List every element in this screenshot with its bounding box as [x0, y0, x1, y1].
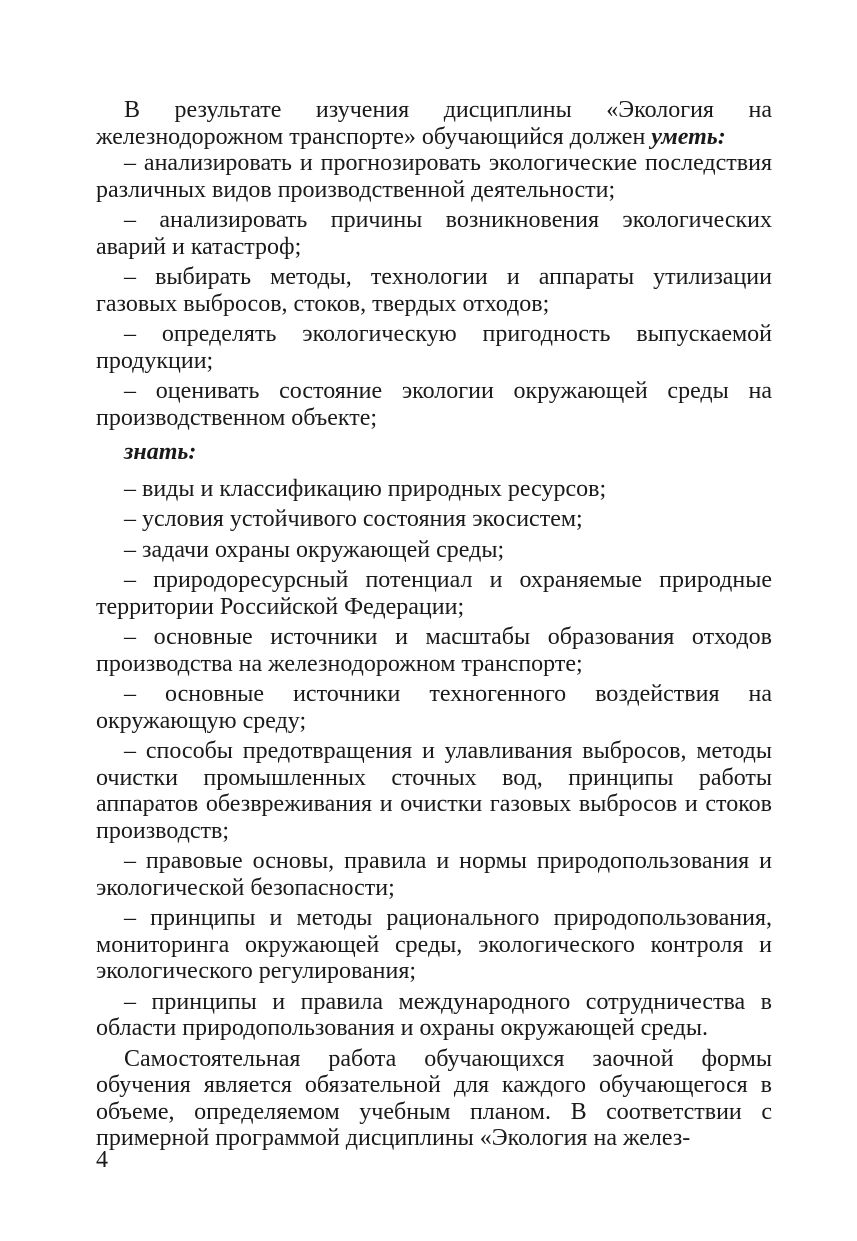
- skill-item: – выбирать методы, технологии и аппараты утилизации газовых выбросов, стоков, твердых отходов;: [96, 264, 772, 317]
- closing-paragraph: Самостоятельная работа обучающихся заочной формы обучения является обязательной для каждого обучающегося в объеме, определяемом учебным планом. В соответствии с примерной программой дисциплины «Экология на желез-: [96, 1045, 772, 1151]
- knowledge-item: – способы предотвращения и улавливания выбросов, методы очистки промышленных сточных вод, принципы работы аппаратов обезвреживания и очистки газовых выбросов и стоков производств;: [96, 738, 772, 844]
- knowledge-keyword: знать:: [124, 439, 197, 465]
- skill-item: – определять экологическую пригодность выпускаемой продукции;: [96, 321, 772, 374]
- knowledge-item: – условия устойчивого состояния экосистем;: [124, 506, 583, 532]
- knowledge-item: – основные источники техногенного воздействия на окружающую среду;: [96, 681, 772, 734]
- skill-item: – анализировать и прогнозировать экологические последствия различных видов производственной деятельности;: [96, 150, 772, 203]
- knowledge-item: – принципы и методы рационального природопользования, мониторинга окружающей среды, экологического контроля и экологического регулирования;: [96, 905, 772, 984]
- knowledge-item: – виды и классификацию природных ресурсов;: [124, 475, 607, 502]
- skill-item: – оценивать состояние экологии окружающей среды на производственном объекте;: [96, 378, 772, 431]
- page-body: [96, 97, 772, 1156]
- knowledge-item: – задачи охраны окружающей среды;: [124, 536, 505, 563]
- intro-text: В результате изучения дисциплины «Экология на железнодорожном транспорте» обучающийся должен: [96, 97, 772, 150]
- skills-keyword: уметь:: [651, 123, 726, 150]
- page-number: 4: [96, 1147, 108, 1173]
- knowledge-item: – основные источники и масштабы образования отходов производства на железнодорожном транспорте;: [96, 624, 772, 677]
- knowledge-item: – правовые основы, правила и нормы природопользования и экологической безопасности;: [96, 848, 772, 901]
- knowledge-heading: [96, 439, 772, 466]
- knowledge-item: – природоресурсный потенциал и охраняемые природные территории Российской Федерации;: [96, 567, 772, 620]
- knowledge-item: – принципы и правила международного сотрудничества в области природопользования и охраны окружающей среды.: [96, 988, 772, 1041]
- intro-paragraph: [96, 97, 772, 150]
- skill-item: – анализировать причины возникновения экологических аварий и катастроф;: [96, 207, 772, 260]
